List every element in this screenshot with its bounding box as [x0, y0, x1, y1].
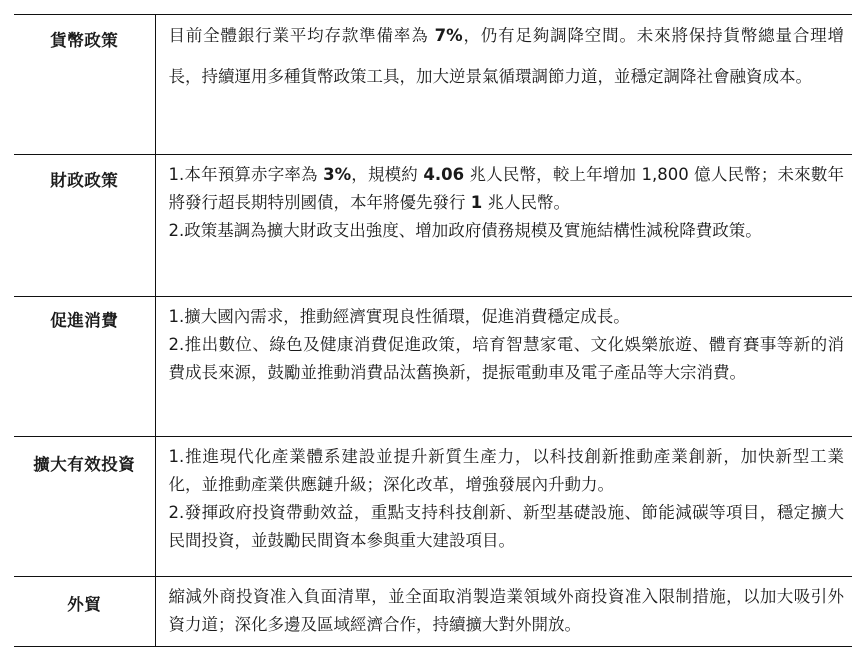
text-run: 兆人民幣，較上年增加 1,800 億人民幣；未來數年將發行超長期特別國債，本年將優先發行	[168, 165, 844, 212]
category-cell	[14, 155, 155, 297]
category-label: 貨幣政策	[50, 31, 119, 50]
bold-figure: 1	[470, 193, 483, 212]
description-cell	[155, 577, 852, 647]
description-paragraph	[169, 499, 845, 555]
description-paragraph	[169, 303, 845, 331]
bold-figure: 7%	[434, 26, 463, 45]
category-label: 外貿	[67, 595, 102, 614]
description-paragraph	[169, 217, 845, 245]
table-row	[14, 297, 852, 437]
description-paragraph	[169, 583, 845, 639]
category-label: 促進消費	[50, 311, 119, 330]
description-paragraph	[169, 161, 845, 217]
description-cell	[155, 437, 852, 577]
category-cell	[14, 297, 155, 437]
category-label: 財政政策	[50, 171, 119, 190]
text-run: 1.本年預算赤字率為	[168, 165, 324, 184]
description-paragraph	[169, 443, 845, 499]
policy-table	[14, 14, 852, 647]
description-cell	[155, 155, 852, 297]
text-run: ，規模約	[351, 165, 424, 184]
text-run: 1.推進現代化產業體系建設並提升新質生產力，以科技創新推動產業創新，加快新型工業化，並推動產業供應鏈升級；深化改革，增強發展內升動力。	[168, 447, 844, 494]
category-cell	[14, 15, 155, 155]
text-run: 1.擴大國內需求，推動經濟實現良性循環，促進消費穩定成長。	[168, 307, 630, 326]
text-run: 縮減外商投資准入負面清單，並全面取消製造業領域外商投資准入限制措施，以加大吸引外資力道；深化多邊及區域經濟合作，持續擴大對外開放。	[168, 587, 844, 634]
bold-figure: 4.06	[423, 165, 465, 184]
table-row	[14, 577, 852, 647]
table-row	[14, 15, 852, 155]
text-run: 2.發揮政府投資帶動效益，重點支持科技創新、新型基礎設施、節能減碳等項目，穩定擴大民間投資，並鼓勵民間資本參與重大建設項目。	[168, 503, 844, 550]
category-cell	[14, 437, 155, 577]
category-label: 擴大有效投資	[33, 455, 136, 474]
description-paragraph	[169, 15, 845, 97]
description-cell	[155, 297, 852, 437]
table-row	[14, 437, 852, 577]
text-run: 2.政策基調為擴大財政支出強度、增加政府債務規模及實施結構性減稅降費政策。	[168, 221, 762, 240]
text-run: 2.推出數位、綠色及健康消費促進政策，培育智慧家電、文化娛樂旅遊、體育賽事等新的消費成長來源，鼓勵並推動消費品汰舊換新，提振電動車及電子產品等大宗消費。	[168, 335, 844, 382]
text-run: ，仍有足夠調降空間。未來將保持貨幣總量合理增長，持續運用多種貨幣政策工具，加大逆景氣循環調節力道，並穩定調降社會融資成本。	[168, 26, 844, 86]
text-run: 兆人民幣。	[482, 193, 570, 212]
description-cell	[155, 15, 852, 155]
description-paragraph	[169, 331, 845, 387]
table-row	[14, 155, 852, 297]
bold-figure: 3%	[323, 165, 352, 184]
category-cell	[14, 577, 155, 647]
text-run: 目前全體銀行業平均存款準備率為	[168, 26, 435, 45]
